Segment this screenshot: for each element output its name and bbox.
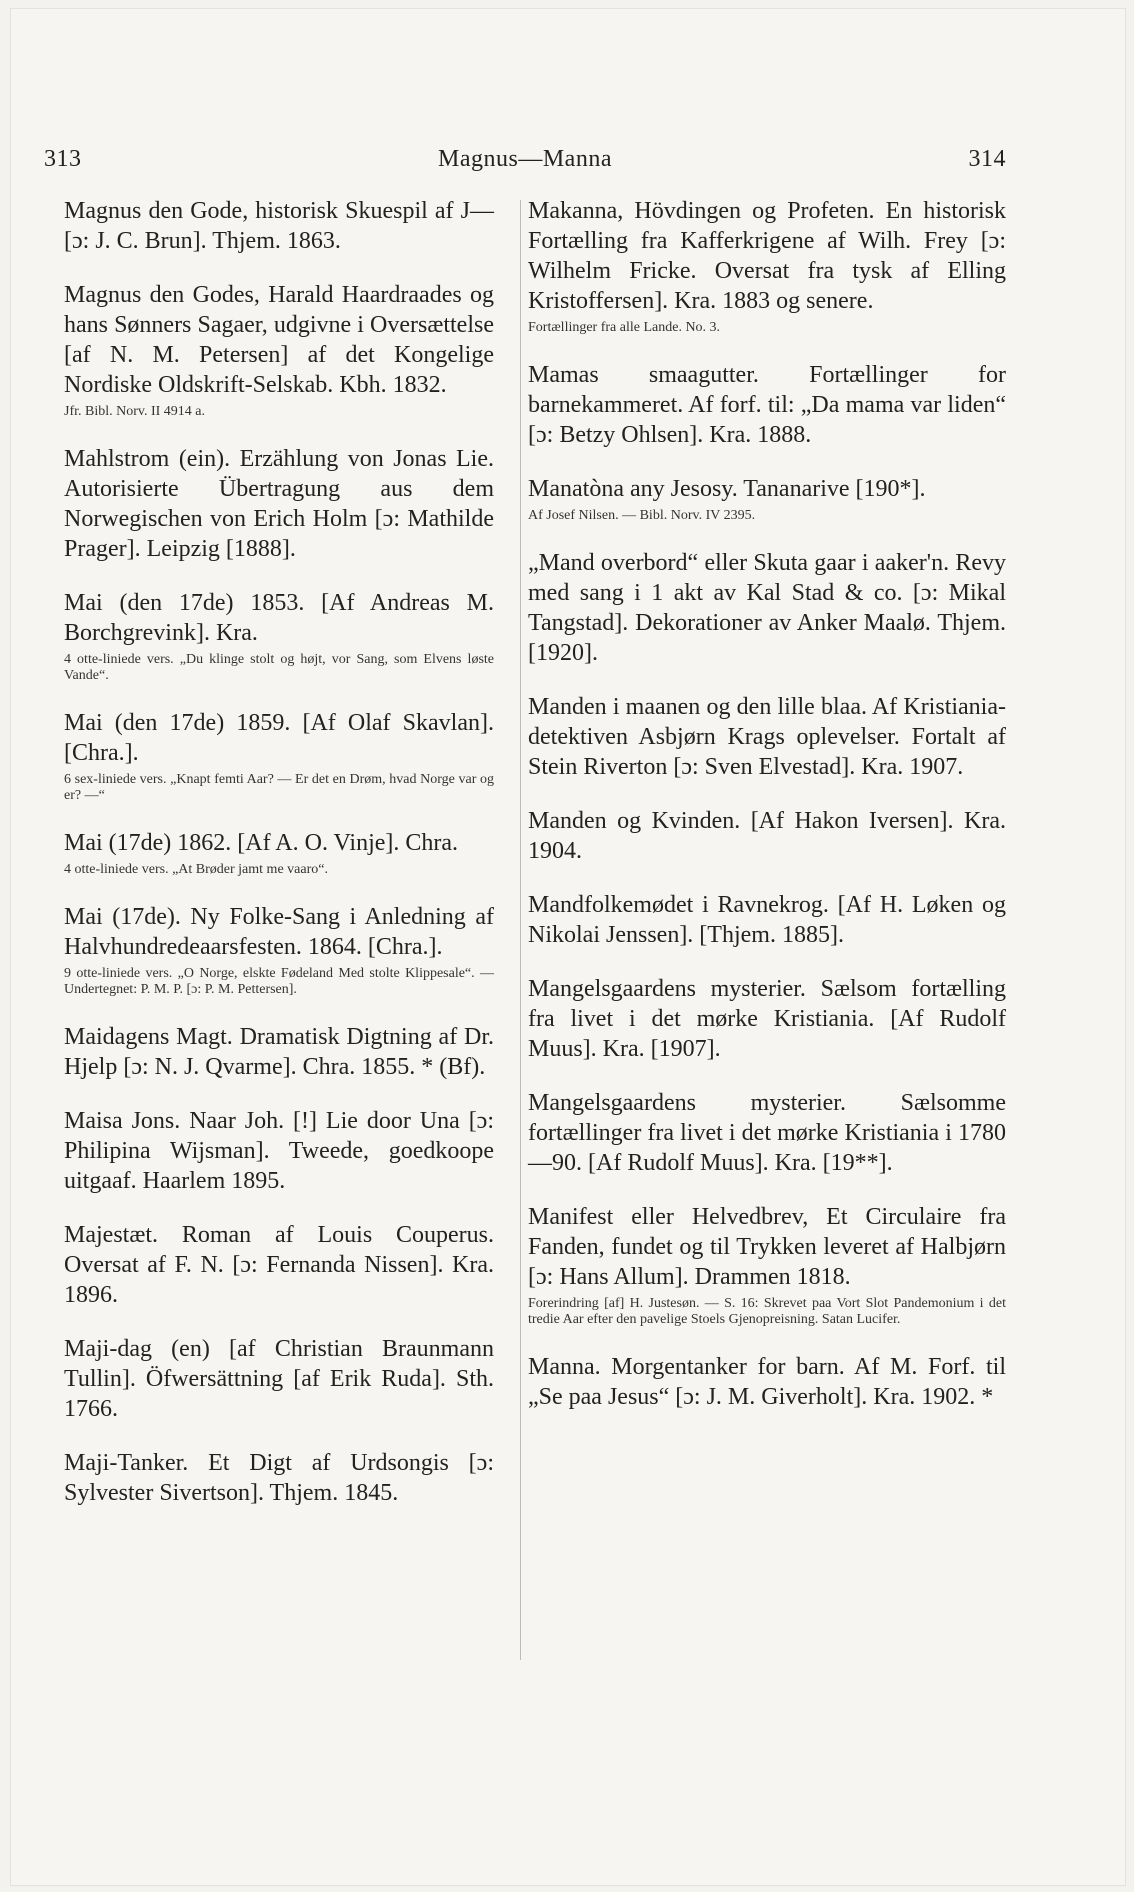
right-column	[528, 196, 1006, 1436]
page-header	[44, 146, 1006, 180]
entry-text: Maisa Jons. Naar Joh. [!] Lie door Una [ɔ: Philipina Wijsman]. Tweede, goedkoope uitgaaf. Haarlem 1895.	[64, 1108, 494, 1194]
bibliography-entry	[64, 708, 494, 804]
entry-text: Mangelsgaardens mysterier. Sælsom fortælling fra livet i det mørke Kristiania. [Af Rudolf Muus]. Kra. [1907].	[528, 976, 1006, 1062]
entry-text: Maji-dag (en) [af Christian Braunmann Tullin]. Öfwersättning [af Erik Ruda]. Sth. 1766.	[64, 1336, 494, 1422]
entry-text: Mai (den 17de) 1859. [Af Olaf Skavlan]. [Chra.].	[64, 710, 494, 766]
bibliography-entry	[528, 196, 1006, 336]
entry-note: 4 otte-liniede vers. „At Brøder jamt me vaaro“.	[64, 862, 328, 877]
bibliography-entry	[64, 588, 494, 684]
entry-text: Mamas smaagutter. Fortællinger for barnekammeret. Af forf. til: „Da mama var liden“ [ɔ: Betzy Ohlsen]. Kra. 1888.	[528, 362, 1006, 448]
bibliography-entry	[64, 1022, 494, 1082]
right-page-number: 314	[968, 146, 1006, 172]
entry-text: Manden i maanen og den lille blaa. Af Kristiania-detektiven Asbjørn Krags oplevelser. Fortalt af Stein Riverton [ɔ: Sven Elvestad]. Kra. 1907.	[528, 694, 1006, 780]
bibliography-entry	[528, 1352, 1006, 1412]
bibliography-entry	[528, 548, 1006, 668]
entry-note: Fortællinger fra alle Lande. No. 3.	[528, 320, 721, 335]
entry-text: Mahlstrom (ein). Erzählung von Jonas Lie. Autorisierte Übertragung aus dem Norwegischen von Erich Holm [ɔ: Mathilde Prager]. Leipzig [1888].	[64, 446, 494, 562]
bibliography-entry	[64, 828, 494, 878]
bibliography-entry	[64, 1220, 494, 1310]
bibliography-entry	[64, 444, 494, 564]
bibliography-entry	[64, 1334, 494, 1424]
bibliography-entry	[64, 1106, 494, 1196]
bibliography-entry	[64, 902, 494, 998]
entry-text: „Mand overbord“ eller Skuta gaar i aaker'n. Revy med sang i 1 akt av Kal Stad & co. [ɔ: Mikal Tangstad]. Dekorationer av Anker Maalø. Thjem. [1920].	[528, 550, 1006, 666]
entry-note: Af Josef Nilsen. — Bibl. Norv. IV 2395.	[528, 508, 756, 523]
bibliography-entry	[528, 360, 1006, 450]
bibliography-entry	[528, 474, 1006, 524]
bibliography-entry	[528, 1202, 1006, 1328]
bibliography-entry	[528, 1088, 1006, 1178]
entry-text: Mandfolkemødet i Ravnekrog. [Af H. Løken og Nikolai Jenssen]. [Thjem. 1885].	[528, 892, 1006, 948]
bibliography-entry	[64, 1448, 494, 1508]
entry-note: 6 sex-liniede vers. „Knapt femti Aar? — Er det en Drøm, hvad Norge var og er? —“	[64, 772, 494, 803]
entry-note: Jfr. Bibl. Norv. II 4914 a.	[64, 404, 206, 419]
entry-text: Mai (17de). Ny Folke-Sang i Anledning af Halvhundredeaarsfesten. 1864. [Chra.].	[64, 904, 494, 960]
entry-text: Mai (17de) 1862. [Af A. O. Vinje]. Chra.	[64, 830, 459, 856]
entry-text: Makanna, Hövdingen og Profeten. En historisk Fortælling fra Kafferkrigene af Wilh. Frey [ɔ: Wilhelm Fricke. Oversat fra tysk af Elling Kristoffersen]. Kra. 1883 og senere.	[528, 198, 1006, 314]
running-title: Magnus—Manna	[438, 146, 612, 172]
column-divider	[520, 200, 521, 1660]
bibliography-entry	[64, 196, 494, 256]
entry-text: Manden og Kvinden. [Af Hakon Iversen]. Kra. 1904.	[528, 808, 1006, 864]
left-column	[64, 196, 494, 1532]
bibliography-entry	[528, 974, 1006, 1064]
entry-note: Forerindring [af] H. Justesøn. — S. 16: Skrevet paa Vort Slot Pandemonium i det tredie Aar efter den pavelige Stoels Gjenopreisning. Satan Lucifer.	[528, 1296, 1006, 1327]
bibliography-entry	[528, 806, 1006, 866]
entry-text: Manna. Morgentanker for barn. Af M. Forf. til „Se paa Jesus“ [ɔ: J. M. Giverholt]. Kra. 1902. *	[528, 1354, 1006, 1410]
entry-text: Magnus den Gode, historisk Skuespil af J— [ɔ: J. C. Brun]. Thjem. 1863.	[64, 198, 494, 254]
entry-text: Mangelsgaardens mysterier. Sælsomme fortællinger fra livet i det mørke Kristiania i 1780—90. [Af Rudolf Muus]. Kra. [19**].	[528, 1090, 1006, 1176]
entry-text: Maji-Tanker. Et Digt af Urdsongis [ɔ: Sylvester Sivertson]. Thjem. 1845.	[64, 1450, 494, 1506]
bibliography-entry	[528, 890, 1006, 950]
entry-text: Mai (den 17de) 1853. [Af Andreas M. Borchgrevink]. Kra.	[64, 590, 494, 646]
bibliography-entry	[64, 280, 494, 420]
left-page-number: 313	[44, 146, 82, 172]
entry-text: Magnus den Godes, Harald Haardraades og hans Sønners Sagaer, udgivne i Oversættelse [af N. M. Petersen] af det Kongelige Nordiske Oldskrift-Selskab. Kbh. 1832.	[64, 282, 494, 398]
entry-note: 9 otte-liniede vers. „O Norge, elskte Fødeland Med stolte Klippesale“. — Undertegnet: P. M. P. [ɔ: P. M. Pettersen].	[64, 966, 494, 997]
entry-text: Manifest eller Helvedbrev, Et Circulaire fra Fanden, fundet og til Trykken leveret af Halbjørn [ɔ: Hans Allum]. Drammen 1818.	[528, 1204, 1006, 1290]
entry-note: 4 otte-liniede vers. „Du klinge stolt og højt, vor Sang, som Elvens løste Vande“.	[64, 652, 494, 683]
entry-text: Majestæt. Roman af Louis Couperus. Oversat af F. N. [ɔ: Fernanda Nissen]. Kra. 1896.	[64, 1222, 494, 1308]
entry-text: Manatòna any Jesosy. Tananarive [190*].	[528, 476, 926, 502]
entry-text: Maidagens Magt. Dramatisk Digtning af Dr. Hjelp [ɔ: N. J. Qvarme]. Chra. 1855. * (Bf).	[64, 1024, 494, 1080]
bibliography-entry	[528, 692, 1006, 782]
